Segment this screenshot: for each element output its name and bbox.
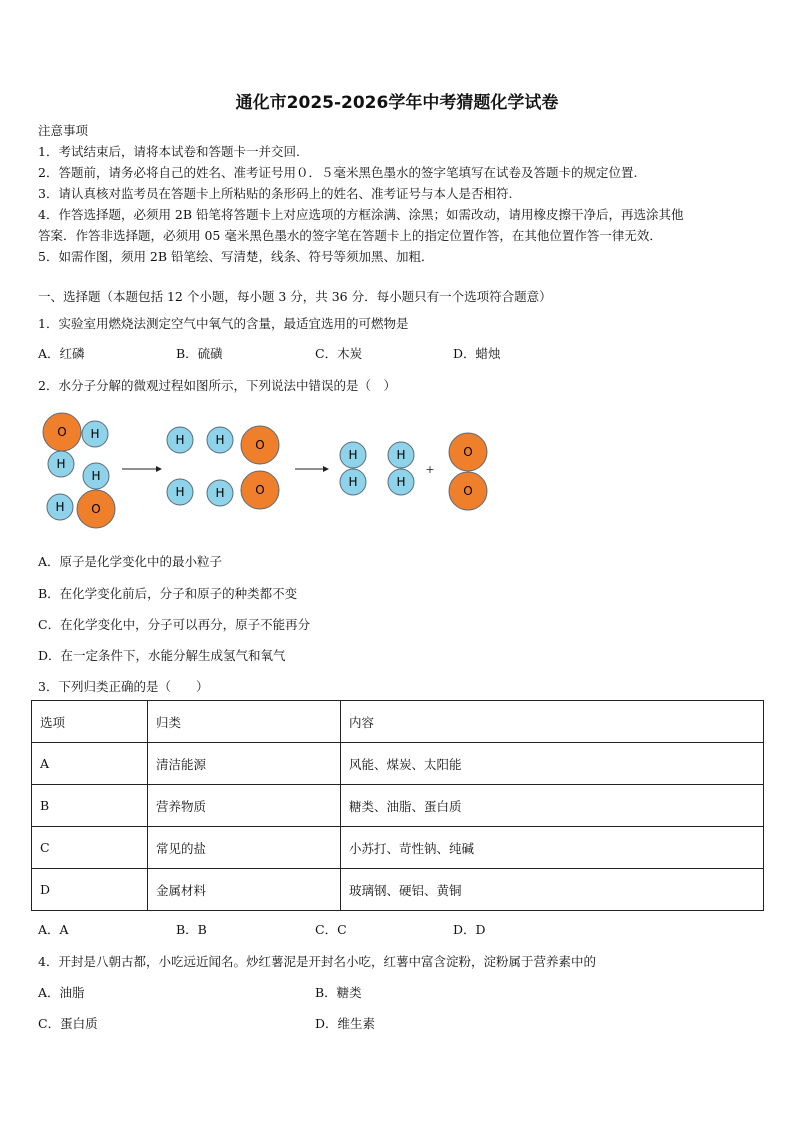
q4-option-a[interactable]: A．油脂 <box>38 985 85 1000</box>
table-row <box>32 869 764 911</box>
atom-label: H <box>396 448 406 462</box>
question-2-stem: 2．水分子分解的微观过程如图所示，下列说法中错误的是（ ） <box>38 378 396 393</box>
question-1-stem: 1．实验室用燃烧法测定空气中氧气的含量，最适宜选用的可燃物是 <box>38 316 409 331</box>
table-header-cell: 选项 <box>32 701 148 743</box>
table-row <box>32 785 764 827</box>
notice-item: 5．如需作图，须用 2B 铅笔绘、写清楚，线条、符号等须加黑、加粗． <box>38 249 434 264</box>
notice-item: 答案．作答非选择题，必须用 05 毫米黑色墨水的签字笔在答题卡上的指定位置作答，在其他位置作答一律无效． <box>38 228 662 243</box>
atom-label: O <box>255 438 265 452</box>
atom-label: O <box>255 483 265 497</box>
q2-option-c[interactable]: C．在化学变化中，分子可以再分，原子不能再分 <box>38 617 311 632</box>
notice-item: 3．请认真核对监考员在答题卡上所粘贴的条形码上的姓名、准考证号与本人是否相符. <box>38 186 513 201</box>
q1-option-b[interactable]: B．硫磺 <box>176 346 223 361</box>
q1-option-c[interactable]: C．木炭 <box>315 346 363 361</box>
q2-option-d[interactable]: D．在一定条件下，水能分解生成氢气和氧气 <box>38 648 286 663</box>
atom-label: H <box>175 485 185 499</box>
q3-option-a[interactable]: A．A <box>38 922 69 937</box>
table-cell: 玻璃钢、硬铝、黄铜 <box>341 869 764 911</box>
table-cell: A <box>32 743 148 785</box>
table-cell: B <box>32 785 148 827</box>
atom-label: H <box>348 448 358 462</box>
product-stage <box>340 433 487 510</box>
arrow-icon <box>295 466 329 472</box>
atom-label: H <box>396 475 406 489</box>
table-cell: D <box>32 869 148 911</box>
notice-item: 1．考试结束后，请将本试卷和答题卡一并交回. <box>38 144 300 159</box>
table-header-cell: 内容 <box>341 701 764 743</box>
table-cell: 营养物质 <box>148 785 341 827</box>
q1-option-a[interactable]: A．红磷 <box>38 346 85 361</box>
q1-option-d[interactable]: D．蜡烛 <box>453 346 501 361</box>
table-header-cell: 归类 <box>148 701 341 743</box>
notice-heading: 注意事项 <box>38 123 89 138</box>
q4-option-b[interactable]: B．糖类 <box>315 985 362 1000</box>
atom-label: H <box>90 427 100 441</box>
atom-label: H <box>215 433 225 447</box>
water-decomposition-diagram <box>38 405 508 533</box>
table-row <box>32 827 764 869</box>
table-cell: C <box>32 827 148 869</box>
atom-label: O <box>463 484 473 498</box>
q4-option-c[interactable]: C．蛋白质 <box>38 1016 98 1031</box>
section-heading: 一、选择题（本题包括 12 个小题，每小题 3 分，共 36 分．每小题只有一个选项符合题意） <box>38 289 552 304</box>
atom-label: H <box>348 475 358 489</box>
page-title: 通化市2025-2026学年中考猜题化学试卷 <box>235 93 559 113</box>
atom-label: H <box>56 457 66 471</box>
table-cell: 常见的盐 <box>148 827 341 869</box>
table-cell: 风能、煤炭、太阳能 <box>341 743 764 785</box>
question-3-stem: 3．下列归类正确的是（ ） <box>38 679 209 694</box>
q2-option-a[interactable]: A．原子是化学变化中的最小粒子 <box>38 554 223 569</box>
atom-label: H <box>215 486 225 500</box>
table-cell: 小苏打、苛性钠、纯碱 <box>341 827 764 869</box>
q3-option-d[interactable]: D．D <box>453 922 486 937</box>
atom-label: O <box>463 445 473 459</box>
q4-option-d[interactable]: D．维生素 <box>315 1016 376 1031</box>
q3-option-b[interactable]: B．B <box>176 922 207 937</box>
table-header-row <box>32 701 764 743</box>
q2-option-b[interactable]: B．在化学变化前后，分子和原子的种类都不变 <box>38 586 298 601</box>
table-row <box>32 743 764 785</box>
table-cell: 金属材料 <box>148 869 341 911</box>
atom-label: H <box>91 469 101 483</box>
table-cell: 糖类、油脂、蛋白质 <box>341 785 764 827</box>
notice-item: 4．作答选择题，必须用 2B 铅笔将答题卡上对应选项的方框涂满、涂黑；如需改动，请用橡皮擦干净后，再选涂其他 <box>38 207 684 222</box>
atom-label: H <box>55 500 65 514</box>
arrow-icon <box>122 466 162 472</box>
water-molecule-stage <box>43 413 115 528</box>
q3-option-c[interactable]: C．C <box>315 922 347 937</box>
classification-table <box>31 700 764 911</box>
table-cell: 清洁能源 <box>148 743 341 785</box>
notice-item: 2．答题前，请务必将自己的姓名、准考证号用０．５毫米黑色墨水的签字笔填写在试卷及答题卡的规定位置. <box>38 165 638 180</box>
atom-label: H <box>175 433 185 447</box>
question-4-stem: 4．开封是八朝古都，小吃远近闻名。炒红薯泥是开封名小吃，红薯中富含淀粉，淀粉属于营养素中的 <box>38 954 596 969</box>
atom-stage <box>167 426 279 509</box>
atom-label: O <box>57 425 67 439</box>
atom-label: O <box>91 502 101 516</box>
plus-sign: + <box>425 463 435 476</box>
